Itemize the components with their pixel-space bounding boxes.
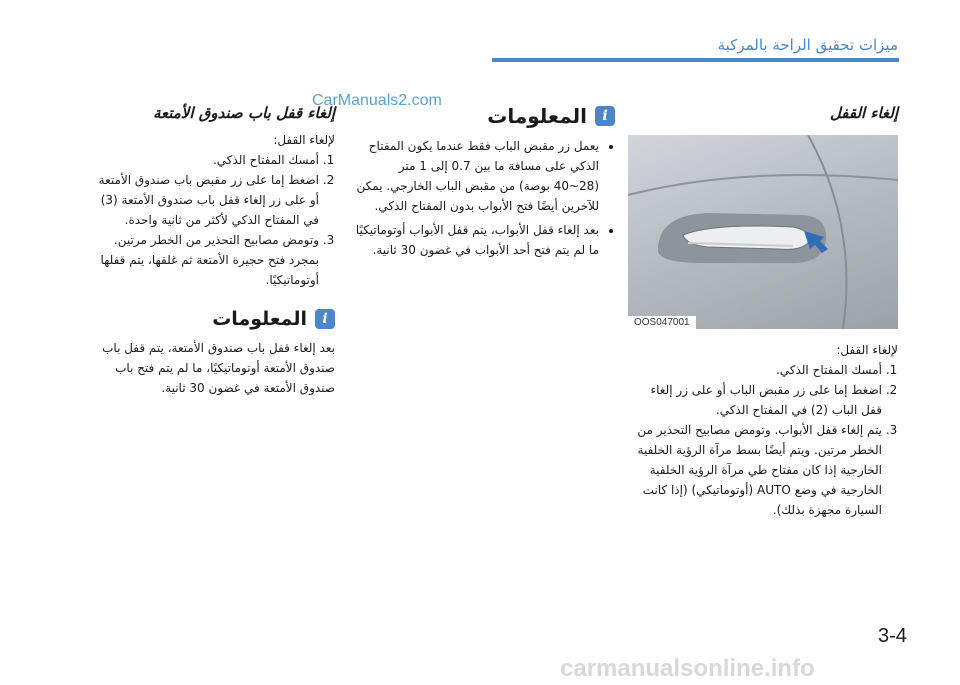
list-item: 3. يتم إلغاء قفل الأبواب. وتومض مصابيح التحذير من الخطر مرتين. ويتم أيضًا بسط مرآة الرؤية الخلفية الخارجية إذا كان مفتاح طي مرآة الرؤية الخلفية الخارجية في وضع AUTO (أوتوماتيكي) (إذا كانت السيارة مجهزة بذلك). [628, 420, 882, 520]
info-heading [355, 104, 615, 128]
list-item: 1. أمسك المفتاح الذكي. [90, 150, 319, 170]
watermark-top[interactable]: CarManuals2.com [312, 92, 442, 109]
info-door-handle [355, 104, 615, 264]
info-heading-text: المعلومات [212, 308, 307, 330]
section-title-tailgate: إلغاء قفل باب صندوق الأمتعة [152, 104, 335, 122]
info-bullets [355, 136, 615, 260]
info-icon: i [595, 106, 615, 126]
bullet-extra: يمكن للآخرين أيضًا فتح الأبواب بدون المفتاح الذكي. [356, 179, 599, 213]
list-item: • بعد إلغاء قفل الأبواب، يتم قفل الأبواب أوتوماتيكيًا ما لم يتم فتح أحد الأبواب في غضون 30 ثانية. [355, 220, 599, 260]
chapter-title: ميزات تحقيق الراحة بالمركبة [717, 36, 898, 54]
info-heading-text: المعلومات [487, 104, 587, 128]
unlock-label: لإلغاء القفل: [836, 343, 898, 357]
tailgate-steps [90, 150, 335, 290]
bullet-text: يعمل زر مقبض الباب فقط عندما يكون المفتاح الذكي على مسافة ما بين 0.7 إلى 1 متر (28~40 بوصة) من مقبض الباب الخارجي. [368, 139, 599, 193]
list-item: 3. وتومض مصابيح التحذير من الخطر مرتين. بمجرد فتح حجيرة الأمتعة ثم غلقها، يتم قفلها أوتوماتيكيًا. [90, 230, 319, 290]
door-handle-photo [628, 135, 898, 329]
watermark-bottom[interactable]: carmanualsonline.info [560, 655, 815, 682]
page-number: 3-4 [878, 625, 907, 647]
section-title-unlock: إلغاء القفل [829, 104, 898, 122]
list-item: 2. اضغط إما على زر مقبض الباب أو على زر إلغاء قفل الباب (2) في المفتاح الذكي. [628, 380, 882, 420]
unlock-instructions [628, 340, 898, 520]
section-tailgate-unlock [90, 104, 335, 398]
info-heading-tailgate [90, 308, 335, 330]
info-icon: i [315, 309, 335, 329]
door-handle-illustration [628, 135, 898, 329]
list-item [355, 136, 599, 216]
tailgate-label: لإلغاء القفل: [273, 133, 335, 147]
photo-code: OOS047001 [628, 316, 696, 329]
header-rule [492, 58, 899, 62]
list-item: 1. أمسك المفتاح الذكي. [628, 360, 882, 380]
section-unlock [628, 104, 898, 130]
list-item: 2. اضغط إما على زر مقبض باب صندوق الأمتعة أو على زر إلغاء قفل باب صندوق الأمتعة (3) في المفتاح الذكي لأكثر من ثانية واحدة. [90, 170, 319, 230]
unlock-steps [628, 360, 898, 520]
tailgate-info-paragraph: بعد إلغاء قفل باب صندوق الأمتعة، يتم قفل باب صندوق الأمتعة أوتوماتيكيًا، ما لم يتم فتح باب صندوق الأمتعة في غضون 30 ثانية. [102, 341, 335, 395]
